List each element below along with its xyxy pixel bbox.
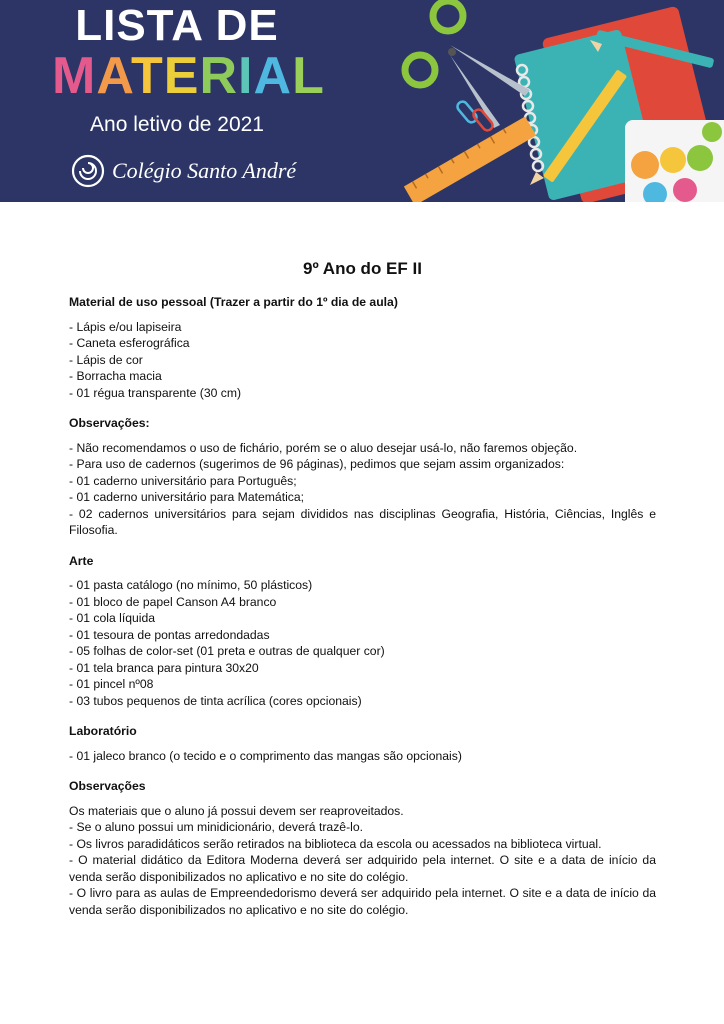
list-item: - 01 jaleco branco (o tecido e o comprimento das mangas são opcionais): [69, 748, 462, 763]
list-item: - 01 tela branca para pintura 30x20: [69, 660, 259, 675]
banner-title-line1: LISTA DE: [75, 1, 279, 50]
list-item: - Lápis de cor: [69, 352, 143, 367]
list-item: - 01 tesoura de pontas arredondadas: [69, 627, 270, 642]
section-heading-art: Arte: [69, 553, 94, 568]
banner-title: [52, 1, 325, 136]
list-item: - 01 pincel nº08: [69, 677, 154, 691]
header-banner: [0, 0, 724, 202]
banner-letter: A: [253, 47, 293, 105]
list-item: - Lápis e/ou lapiseira: [69, 319, 182, 334]
paint-palette-icon: [625, 120, 724, 202]
school-brand: [70, 153, 296, 189]
list-item: - Os livros paradidáticos serão retirados na biblioteca da escola ou acessados na biblioteca virtual.: [69, 836, 602, 851]
list-item: - Para uso de cadernos (sugerimos de 96 páginas), pedimos que sejam assim organizados:: [69, 457, 565, 471]
banner-letter: M: [52, 47, 97, 105]
list-item: - 01 pasta catálogo (no mínimo, 50 plásticos): [69, 578, 313, 592]
list-item: - Caneta esferográfica: [69, 336, 190, 350]
section-heading-lab: Laboratório: [69, 724, 137, 738]
banner-letter: T: [131, 47, 164, 105]
list-item: - 01 caderno universitário para Português;: [69, 473, 297, 488]
list-item: - O material didático da Editora Moderna deverá ser adquirido pela internet. O site e a data de início da venda serão disponibilizados no aplicativo e no site do colégio.: [69, 853, 656, 884]
banner-letter: E: [163, 47, 200, 105]
list-item: - 05 folhas de color-set (01 preta e outras de qualquer cor): [69, 644, 385, 658]
list-lab: [69, 748, 656, 765]
section-heading-notes: Observações: [69, 779, 146, 793]
list-item: Os materiais que o aluno já possui devem ser reaproveitados.: [69, 803, 404, 818]
banner-letter: R: [199, 47, 239, 105]
school-name: Colégio Santo André: [112, 158, 297, 183]
section-heading-personal: Material de uso pessoal (Trazer a partir do 1º dia de aula): [69, 295, 398, 309]
scissors-icon: [405, 1, 530, 128]
list-personal: [69, 319, 656, 402]
list-art: [69, 577, 656, 709]
section-heading-observations: Observações:: [69, 416, 150, 430]
list-item: - 01 cola líquida: [69, 611, 156, 625]
school-supplies-illustration: [390, 0, 724, 202]
document-body: [69, 258, 656, 932]
banner-subtitle: Ano letivo de 2021: [90, 113, 264, 136]
banner-letter: A: [96, 47, 132, 105]
list-observations: [69, 440, 656, 539]
banner-letter: I: [238, 47, 254, 105]
list-item: - 01 régua transparente (30 cm): [69, 385, 242, 400]
list-item: - 01 caderno universitário para Matemática;: [69, 490, 305, 504]
list-item: - Se o aluno possui um minidicionário, deverá trazê-lo.: [69, 820, 363, 834]
list-item: - 03 tubos pequenos de tinta acrílica (cores opcionais): [69, 693, 362, 708]
page-title: 9º Ano do EF II: [303, 259, 422, 278]
list-item: - Não recomendamos o uso de fichário, porém se o aluo desejar usá-lo, não faremos objeção.: [69, 440, 578, 455]
list-notes: [69, 803, 656, 919]
ruler-icon: [404, 116, 536, 202]
banner-title-line2: [52, 47, 325, 105]
school-logo-icon: [70, 153, 106, 189]
list-item: - 01 bloco de papel Canson A4 branco: [69, 594, 277, 609]
list-item: - Borracha macia: [69, 369, 162, 383]
list-item: - O livro para as aulas de Empreendedorismo deverá ser adquirido pela internet. O site e a data de início da venda serão disponibilizados no aplicativo e no site do colégio.: [69, 886, 656, 917]
banner-letter: L: [292, 47, 325, 105]
list-item: - 02 cadernos universitários para sejam divididos nas disciplinas Geografia, História, Ciências, Inglês e Filosofia.: [69, 506, 656, 537]
